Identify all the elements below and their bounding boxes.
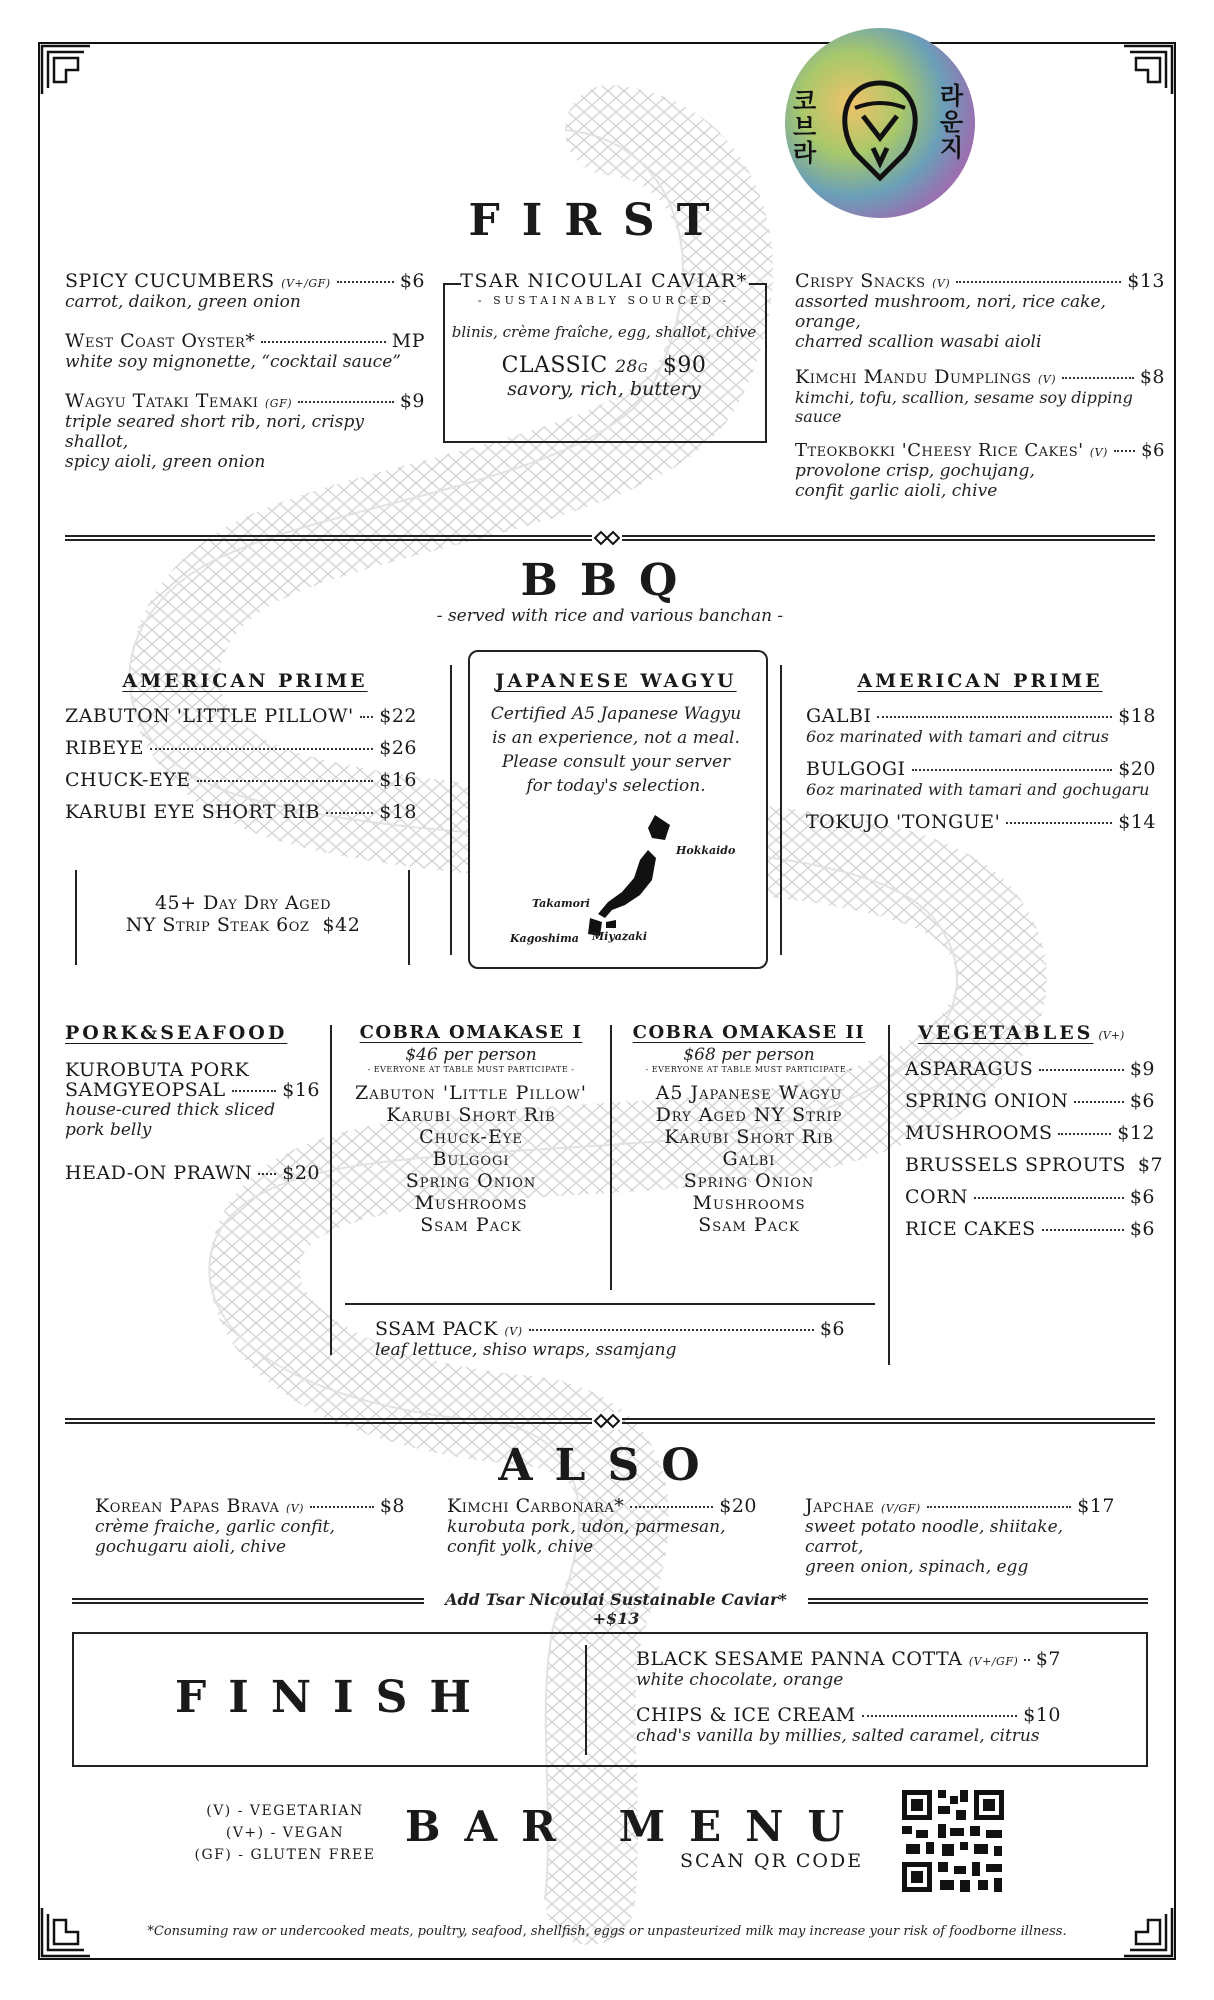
american-prime-right-heading: AMERICAN PRIME [857, 670, 1103, 692]
menu-item: Crispy Snacks (V) $13 [795, 270, 1165, 292]
map-label-takamori: Takamori [532, 897, 590, 910]
menu-item: BULGOGI $20 [806, 758, 1156, 780]
corner-ornament-icon [1120, 42, 1176, 98]
menu-item: ZABUTON 'LITTLE PILLOW' $22 [65, 705, 417, 727]
menu-item: ASPARAGUS $9 [905, 1058, 1155, 1080]
map-label-kagoshima: Kagoshima [510, 932, 579, 945]
menu-item: CORN $6 [905, 1186, 1155, 1208]
caviar-section: TSAR NICOULAI CAVIAR* - SUSTAINABLY SOURCED - blinis, crème fraîche, egg, shallot, chive CLASSIC 28g $90 savory, rich, buttery [443, 270, 765, 400]
japanese-wagyu-heading: JAPANESE WAGYU [495, 670, 737, 692]
bar-menu-subtitle: SCAN QR CODE [680, 1850, 864, 1872]
dry-aged-steak: 45+ Day Dry Aged NY Strip Steak 6oz $42 [125, 892, 361, 936]
menu-item: SPRING ONION $6 [905, 1090, 1155, 1112]
caviar-addon-divider [72, 1598, 424, 1604]
first-right-column: Crispy Snacks (V) $13 assorted mushroom, nori, rice cake, orange, charred scallion wasabi aioli Kimchi Mandu Dumplings (V) $8 kimchi, tofu, scallion, sesame soy dipping sauce Tteokbokki 'Cheesy Rice Cakes' (V) $6 provolone crisp, gochujang, confit garlic aioli, chive [795, 270, 1165, 501]
vegetables-heading: VEGETABLES (V+) [918, 1022, 1125, 1044]
bbq-subtitle: - served with rice and various banchan - [436, 606, 784, 626]
menu-item: BLACK SESAME PANNA COTTA (V+/GF) $7 [636, 1648, 1061, 1670]
map-label-miyazaki: Miyazaki [592, 930, 648, 943]
menu-item: Kimchi Mandu Dumplings (V) $8 [795, 366, 1165, 388]
logo-text-left: 코브라 [793, 87, 817, 167]
first-title: FIRST [468, 195, 732, 246]
omakase-two-section: COBRA OMAKASE II $68 per person - EVERYONE AT TABLE MUST PARTICIPATE - A5 Japanese Wagyu Dry Aged NY Strip Karubi Short Rib Galbi Spring Onion Mushrooms Ssam Pack [632, 1022, 866, 1236]
divider-line [75, 870, 77, 965]
menu-item: CHIPS & ICE CREAM $10 [636, 1704, 1061, 1726]
divider-line [780, 665, 782, 955]
menu-item: CHUCK-EYE $16 [65, 769, 417, 791]
menu-item: KARUBI EYE SHORT RIB $18 [65, 801, 417, 823]
menu-item: Wagyu Tataki Temaki (GF) $9 [65, 390, 425, 412]
menu-item: SAMGYEOPSAL $16 [65, 1079, 320, 1101]
qr-code-icon[interactable] [898, 1786, 1008, 1896]
caviar-addon: Add Tsar Nicoulai Sustainable Caviar* +$13 [445, 1590, 787, 1628]
bar-menu-title: BAR MENU [405, 1802, 869, 1851]
american-prime-left-list [65, 705, 417, 823]
menu-item: SSAM PACK (V) $6 [375, 1318, 845, 1340]
divider-line [345, 1303, 875, 1305]
american-prime-left-heading: AMERICAN PRIME [122, 670, 368, 692]
vegetables-list [905, 1058, 1164, 1240]
also-item-japchae: Japchae (V/GF) $17 sweet potato noodle, shiitake, carrot, green onion, spinach, egg [805, 1495, 1115, 1577]
divider-line [450, 665, 452, 955]
divider-line [610, 1025, 612, 1290]
food-safety-disclaimer: *Consuming raw or undercooked meats, poultry, seafood, shellfish, eggs or unpasteurized milk may increase your risk of foodborne illness. [147, 1924, 1067, 1939]
divider-line [408, 870, 410, 965]
map-label-hokkaido: Hokkaido [676, 844, 736, 857]
also-title: ALSO [498, 1440, 722, 1491]
caviar-title: TSAR NICOULAI CAVIAR* [460, 270, 748, 292]
cobra-logo [785, 28, 975, 218]
dietary-legend: (V) - VEGETARIAN (V+) - VEGAN (GF) - GLUTEN FREE [194, 1803, 376, 1863]
menu-item: Japchae (V/GF) $17 [805, 1495, 1115, 1517]
omakase-one-section: COBRA OMAKASE I $46 per person - EVERYONE AT TABLE MUST PARTICIPATE - Zabuton 'Little Pillow' Karubi Short Rib Chuck-Eye Bulgogi Spring Onion Mushrooms Ssam Pack [355, 1022, 587, 1236]
ssam-pack: SSAM PACK (V) $6 leaf lettuce, shiso wraps, ssamjang [375, 1318, 845, 1360]
logo-text-right: 라운지 [940, 82, 964, 162]
diamond-ornament-icon [592, 1412, 622, 1430]
american-prime-right-list: GALBI $18 6oz marinated with tamari and citrus BULGOGI $20 6oz marinated with tamari and gochugaru TOKUJO 'TONGUE' $14 [806, 705, 1156, 833]
menu-item: SPICY CUCUMBERS (V+/GF) $6 [65, 270, 425, 292]
menu-item: Tteokbokki 'Cheesy Rice Cakes' (V) $6 [795, 440, 1165, 461]
finish-list: BLACK SESAME PANNA COTTA (V+/GF) $7 white chocolate, orange CHIPS & ICE CREAM $10 chad's vanilla by millies, salted caramel, citrus [636, 1648, 1061, 1746]
divider-line [585, 1645, 587, 1755]
menu-item: Kimchi Carbonara* $20 [447, 1495, 757, 1517]
also-item-papas: Korean Papas Brava (V) $8 crème fraiche, garlic confit, gochugaru aioli, chive [95, 1495, 405, 1557]
caviar-classic: CLASSIC 28g $90 [501, 353, 707, 378]
menu-item: RICE CAKES $6 [905, 1218, 1155, 1240]
also-item-carbonara: Kimchi Carbonara* $20 kurobuta pork, udon, parmesan, confit yolk, chive [447, 1495, 757, 1557]
menu-item: RIBEYE $26 [65, 737, 417, 759]
menu-item: West Coast Oyster* MP [65, 330, 425, 352]
menu-item: GALBI $18 [806, 705, 1156, 727]
finish-title: FINISH [175, 1672, 493, 1723]
menu-item: TOKUJO 'TONGUE' $14 [806, 811, 1156, 833]
menu-item: MUSHROOMS $12 [905, 1122, 1155, 1144]
caviar-addon-divider [808, 1598, 1148, 1604]
first-left-column: SPICY CUCUMBERS (V+/GF) $6 carrot, daikon, green onion West Coast Oyster* MP white soy mignonette, “cocktail sauce” Wagyu Tataki Temaki (GF) $9 triple seared short rib, nori, crispy shallot, spicy aioli, green onion [65, 270, 425, 472]
caviar-subtitle: - SUSTAINABLY SOURCED - [477, 294, 731, 307]
menu-item: HEAD-ON PRAWN $20 [65, 1162, 320, 1184]
japanese-wagyu-description: Certified A5 Japanese Wagyu is an experience, not a meal. Please consult your server for today's selection. [490, 704, 742, 796]
divider-line [330, 1025, 332, 1355]
pork-seafood-list: KUROBUTA PORK SAMGYEOPSAL $16 house-cured thick sliced pork belly HEAD-ON PRAWN $20 [65, 1059, 320, 1184]
menu-item: Korean Papas Brava (V) $8 [95, 1495, 405, 1517]
menu-item: BRUSSELS SPROUTS $7 [905, 1154, 1164, 1176]
diamond-ornament-icon [592, 529, 622, 547]
bbq-title: BBQ [520, 555, 700, 606]
divider-line [888, 1025, 890, 1365]
japan-map-icon [560, 810, 680, 940]
pork-seafood-heading: PORK&SEAFOOD [65, 1022, 288, 1044]
corner-ornament-icon [38, 42, 94, 98]
